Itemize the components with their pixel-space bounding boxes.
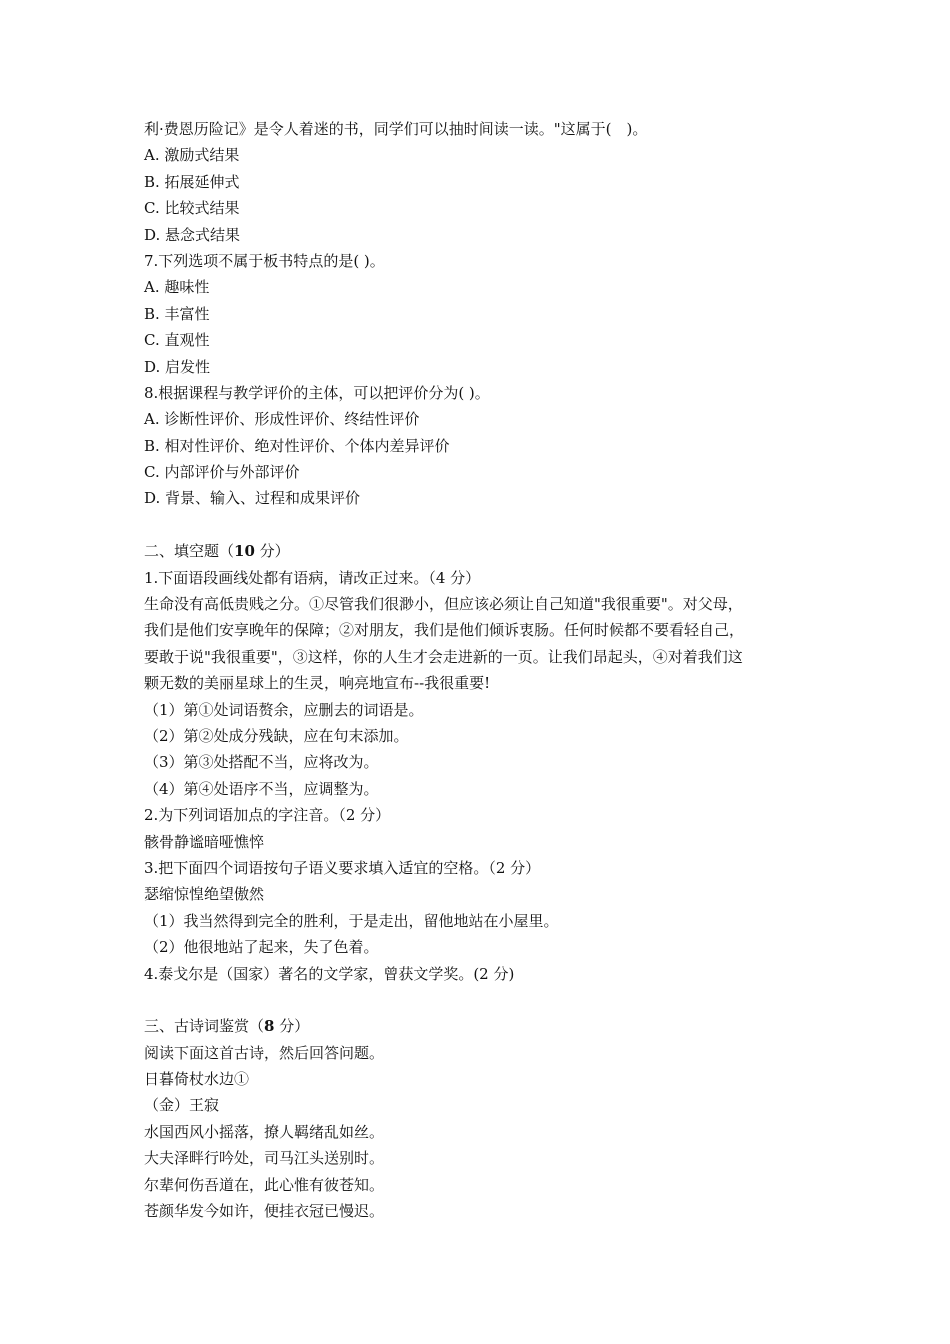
q8-option-d: D. 背景、输入、过程和成果评价 (144, 489, 361, 508)
fill-q1-passage-line: 我们是他们安享晚年的保障；②对朋友，我们是他们倾诉衷肠。任何时候都不要看轻自己， (144, 621, 745, 640)
q6-option-c: C. 比较式结果 (144, 199, 240, 218)
fill-q3-stem: 3.把下面四个词语按句子语义要求填入适宜的空格。（2 分） (144, 858, 541, 877)
poem-line: 水国西风小摇落，撩人羁绪乱如丝。 (144, 1122, 385, 1141)
document-page (144, 116, 824, 1224)
q8-option-c: C. 内部评价与外部评价 (144, 463, 300, 482)
fill-q3-part-1: （1）我当然得到完全的胜利，于是走出，留他地站在小屋里。 (144, 911, 559, 930)
section3-heading (144, 1013, 824, 1039)
poem-line: 尔辈何伤吾道在，此心惟有彼苍知。 (144, 1175, 385, 1194)
fill-q1-part-1: （1）第①处词语赘余，应删去的词语是。 (144, 700, 424, 719)
section3-suffix: 分） (274, 1017, 310, 1036)
q7-option-a: A. 趣味性 (144, 278, 210, 297)
section3-score: 8 (264, 1017, 275, 1036)
poem-line: 大夫泽畔行吟处，司马江头送别时。 (144, 1149, 385, 1168)
section-spacer (144, 987, 824, 1013)
q6-stem-tail: 利·费恩历险记》是令人着迷的书，同学们可以抽时间读一读。"这属于( )。 (144, 120, 648, 138)
q6-option-a: A. 激励式结果 (144, 146, 240, 165)
q8-stem: 8.根据课程与教学评价的主体，可以把评价分为( )。 (144, 383, 490, 402)
fill-q1-passage-line: 要敢于说"我很重要"，③这样，你的人生才会走进新的一页。让我们昂起头，④对着我们这 (144, 647, 743, 666)
section2-suffix: 分） (254, 542, 290, 561)
fill-q2-words: 骸骨静谧暗哑憔悴 (144, 832, 265, 851)
q8-option-a: A. 诊断性评价、形成性评价、终结性评价 (144, 410, 420, 429)
poem-line: 苍颜华发今如许，便挂衣冠已慢迟。 (144, 1202, 385, 1221)
fill-q1-part-3: （3）第③处搭配不当，应将改为。 (144, 753, 379, 772)
fill-q3-words: 瑟缩惊惶绝望傲然 (144, 885, 265, 904)
fill-q4-stem: 4.泰戈尔是（国家）著名的文学家，曾获文学奖。(2 分) (144, 964, 515, 983)
q7-option-d: D. 启发性 (144, 357, 211, 376)
fill-q1-part-2: （2）第②处成分残缺，应在句末添加。 (144, 726, 409, 745)
q7-option-c: C. 直观性 (144, 331, 210, 350)
section2-heading (144, 538, 824, 564)
q7-option-b: B. 丰富性 (144, 304, 210, 323)
poem-intro: 阅读下面这首古诗，然后回答问题。 (144, 1043, 385, 1062)
section2-prefix: 二、填空题（ (144, 542, 235, 561)
fill-q2-stem: 2.为下列词语加点的字注音。（2 分） (144, 806, 391, 825)
poem-title: 日暮倚杖水边① (144, 1070, 250, 1089)
fill-q1-part-4: （4）第④处语序不当，应调整为。 (144, 779, 379, 798)
section3-prefix: 三、古诗词鉴赏（ (144, 1017, 265, 1036)
fill-q3-part-2: （2）他很地站了起来，失了色着。 (144, 938, 379, 957)
section-spacer (144, 512, 824, 538)
section2-score: 10 (234, 542, 255, 561)
fill-q1-passage-line: 颗无数的美丽星球上的生灵，响亮地宣布--我很重要! (144, 674, 491, 693)
q8-option-b: B. 相对性评价、绝对性评价、个体内差异评价 (144, 436, 450, 455)
fill-q1-stem: 1.下面语段画线处都有语病，请改正过来。（4 分） (144, 568, 481, 587)
q6-option-d: D. 悬念式结果 (144, 225, 241, 244)
fill-q1-passage-line: 生命没有高低贵贱之分。①尽管我们很渺小，但应该必须让自己知道"我很重要"。对父母， (144, 595, 743, 614)
poem-author: （金）王寂 (144, 1096, 220, 1115)
q6-option-b: B. 拓展延伸式 (144, 172, 240, 191)
q7-stem: 7.下列选项不属于板书特点的是( )。 (144, 251, 385, 270)
